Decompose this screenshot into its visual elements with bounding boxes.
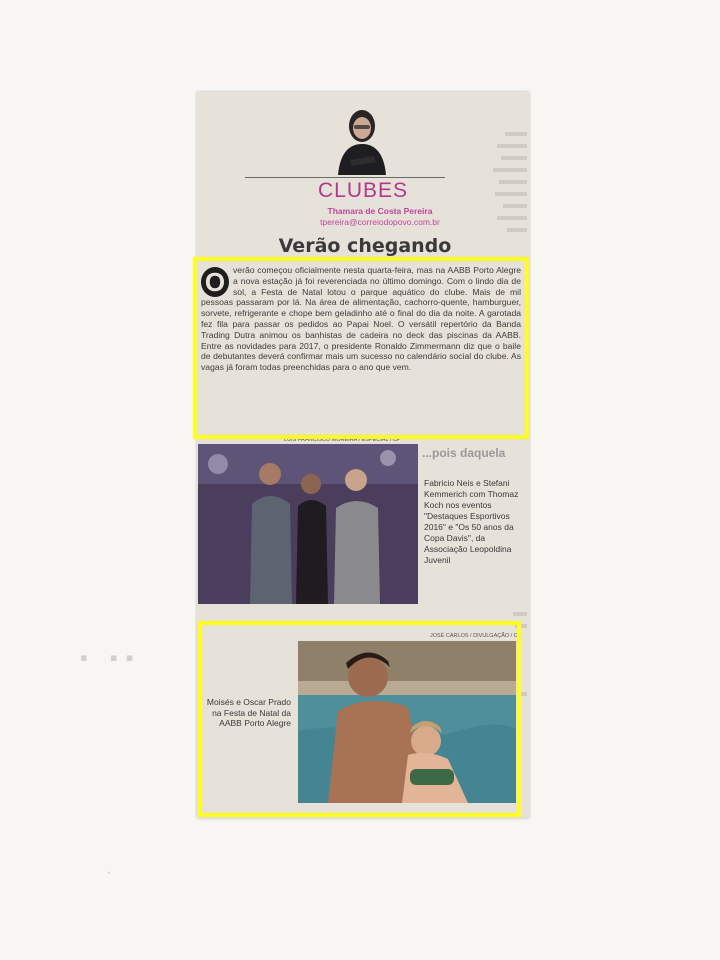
headline: Verão chegando: [278, 235, 452, 257]
photo1-credit: LUIS FRANCISCO MOREIRA / ESPECIAL / CP: [284, 437, 401, 443]
photo1-caption: Fabricio Neis e Stefani Kemmerich com Thomaz Koch nos eventos "Destaques Esportivos 2016" e "Os 50 anos da Copa Davis", da Associação Leopoldina Juvenil: [424, 478, 519, 565]
highlight-photo: [198, 621, 521, 817]
byline: [300, 206, 460, 228]
drop-cap: O: [201, 267, 229, 297]
photo2-caption: Moisés e Oscar Prado na Festa de Natal da AABB Porto Alegre: [206, 697, 291, 728]
highlight-article: [193, 257, 529, 439]
section-title: CLUBES: [318, 179, 409, 202]
author-email: tpereira@correiodopovo.com.br: [320, 217, 440, 227]
article-text: verão começou oficialmente nesta quarta-feira, mas na AABB Porto Alegre a nova estação já foi reverenciada no último domingo. Com o lindo dia de sol, a Festa de Natal lotou o parque aquático do clube. Mais de mil pessoas passaram por lá. Na área de alimentação, cachorro-quente, hamburguer, sorvete, refrigerante e chope bem geladinho até o final do dia da noite. A garotada fez fila para passar os pedidos ao Papai Noel. O versátil repertório da Banda Trading Dutra animou os banhistas de cadeira no deck das piscinas da AABB. Entre as novidades para 2017, o presidente Ronaldo Zimmermann diz que o baile de debutantes deverá confirmar mais um sucesso no calendário social do clube. As vagas já foram todas preenchidas para o ano que vem.: [201, 265, 521, 373]
author-name: Thamara de Costa Pereira: [327, 206, 433, 216]
columnist-avatar: [332, 100, 392, 175]
header-rule: [245, 177, 445, 178]
event-photo: [198, 444, 418, 604]
adjacent-column-heading: ...pois daquela: [422, 446, 506, 460]
photo2-credit: JOSÉ CARLOS / DIVULGAÇÃO / CP: [430, 633, 522, 639]
margin-smudge: ▪ ▪▪: [80, 645, 142, 670]
